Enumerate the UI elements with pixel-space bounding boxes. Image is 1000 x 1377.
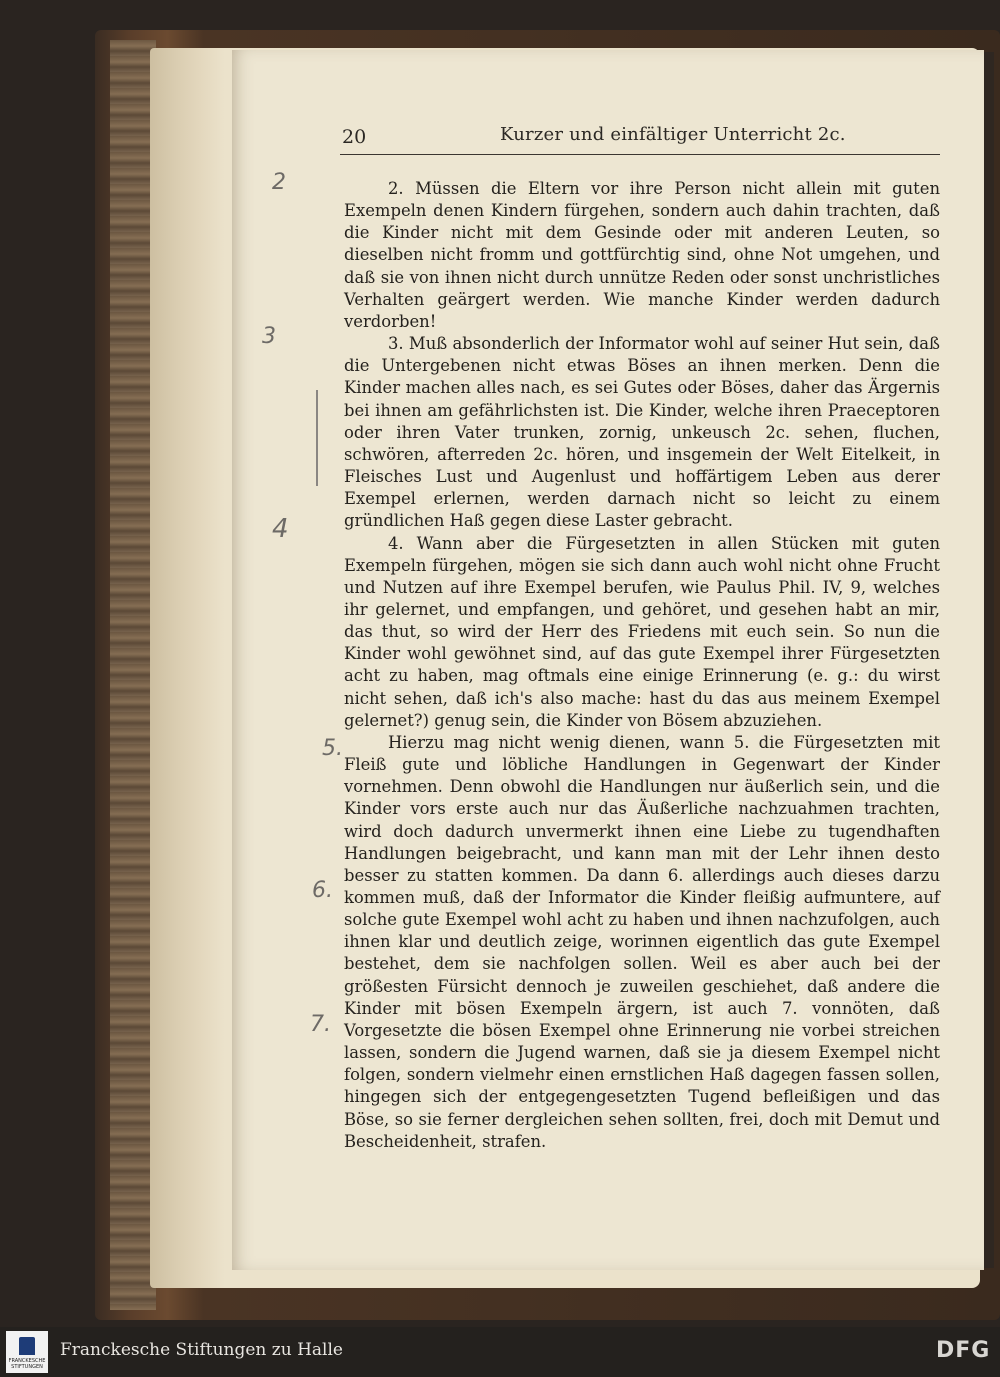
dfg-logo[interactable]: DFG — [936, 1338, 991, 1363]
institution-logo-icon — [19, 1337, 35, 1355]
institution-name[interactable]: Franckesche Stiftungen zu Halle — [60, 1340, 343, 1360]
paragraph-2: 2. Müssen die Eltern vor ihre Person nicht allein mit guten Exempeln denen Kindern fürgehen, sondern auch dahin trachten, daß die Kinder nicht mit dem Gesinde oder mit anderen Leuten, so dieselben nicht fromm und gottfürchtig sind, ohne Not umgehen, und daß sie von ihnen nicht durch unnütze Reden oder sonst unchristliches Verhalten geärgert werden. Wie manche Kinder werden dadurch verdorben! — [344, 179, 940, 331]
viewer-footer — [0, 1327, 1000, 1377]
paragraph-4: 4. Wann aber die Fürgesetzten in allen Stücken mit guten Exempeln fürgehen, mögen sie sich dann auch wohl nicht ohne Frucht und Nutzen auf ihre Exempel berufen, wie Paulus Phil. IV, 9, welches ihr gelernet, und empfangen, und gehöret, und gesehen habt an mir, das thut, so wird der Herr des Friedens mit euch sein. So nun die Kinder wohl gewöhnet sind, auf das gute Exempel ihrer Fürgesetzten acht zu haben, mag oftmals eine einige Erinnerung (e. g.: du wirst nicht sehen, daß ich's also mache: hast du das aus meinem Exempel gelernet?) genug sein, die Kinder von Bösem abzuziehen. — [344, 533, 940, 730]
running-title: Kurzer und einfältiger Unterricht 2c. — [500, 124, 846, 145]
margin-line — [316, 390, 318, 486]
margin-note-2: 2 — [272, 170, 286, 195]
paragraph-3: 3. Muß absonderlich der Informator wohl auf seiner Hut sein, daß die Untergebenen nicht etwas Böses an ihnen merken. Denn die Kinder machen alles nach, es sei Gutes oder Böses, daher das Ärgernis bei ihnen am gefährlichsten ist. Die Kinder, welche ihren Praeceptoren oder ihren Vater trunken, zornig, unkeusch 2c. sehen, fluchen, schwören, afterreden 2c. hören, und insgemein der Welt Eitelkeit, in Fleisches Lust und Augenlust und hoffärtigem Leben aus derer Exempel erlernen, werden darnach nicht so leicht zu einem gründlichen Haß gegen diese Laster gebracht. — [344, 334, 940, 531]
margin-note-4: 4 — [272, 514, 289, 544]
paragraph-5: Hierzu mag nicht wenig dienen, wann 5. die Fürgesetzten mit Fleiß gute und löbliche Handlungen in Gegenwart der Kinder vornehmen. Denn obwohl die Handlungen nur äußerlich sein, und die Kinder vors erste auch nur das Äußerliche nachzuahmen trachten, wird doch dadurch unvermerkt ihnen eine Liebe zu tugendhaften Handlungen beigebracht, und kann man mit der Lehr ihnen desto besser zu statten kommen. Da dann 6. allerdings auch dieses darzu kommen muß, daß der Informator die Kinder fleißig aufmuntere, auf solche gute Exempel wohl acht zu haben und ihnen nachzufolgen, auch ihnen klar und deutlich zeige, worinnen eigentlich das gute Exempel bestehet, dem sie nachfolgen sollen. Weil es aber auch bei der größesten Fürsicht dennoch je zuweilen geschiehet, daß andere die Kinder mit bösen Exempeln ärgern, ist auch 7. vonnöten, daß Vorgesetzte die bösen Exempel ohne Erinnerung nie vorbei streichen lassen, sondern die Jugend warnen, daß sie ja diesem Exempel nicht folgen, sondern vielmehr einen ernstlichen Haß dagegen fassen sollen, hingegen sich der entgegengesetzten Tugend befleißigen und das Böse, so sie ferner dergleichen sehen sollten, frei, doch mit Demut und Bescheidenheit, strafen. — [344, 732, 940, 1151]
page-header — [340, 124, 940, 155]
margin-note-3: 3 — [262, 324, 276, 349]
margin-note-5: 5. — [322, 736, 343, 761]
institution-logo[interactable] — [6, 1331, 48, 1373]
margin-note-6: 6. — [312, 878, 333, 903]
margin-note-7: 7. — [310, 1012, 331, 1037]
body-text — [344, 178, 940, 1153]
page-number: 20 — [342, 126, 367, 148]
institution-logo-text: FRANCKESCHE STIFTUNGEN — [8, 1358, 46, 1370]
page-edge — [984, 52, 994, 1268]
